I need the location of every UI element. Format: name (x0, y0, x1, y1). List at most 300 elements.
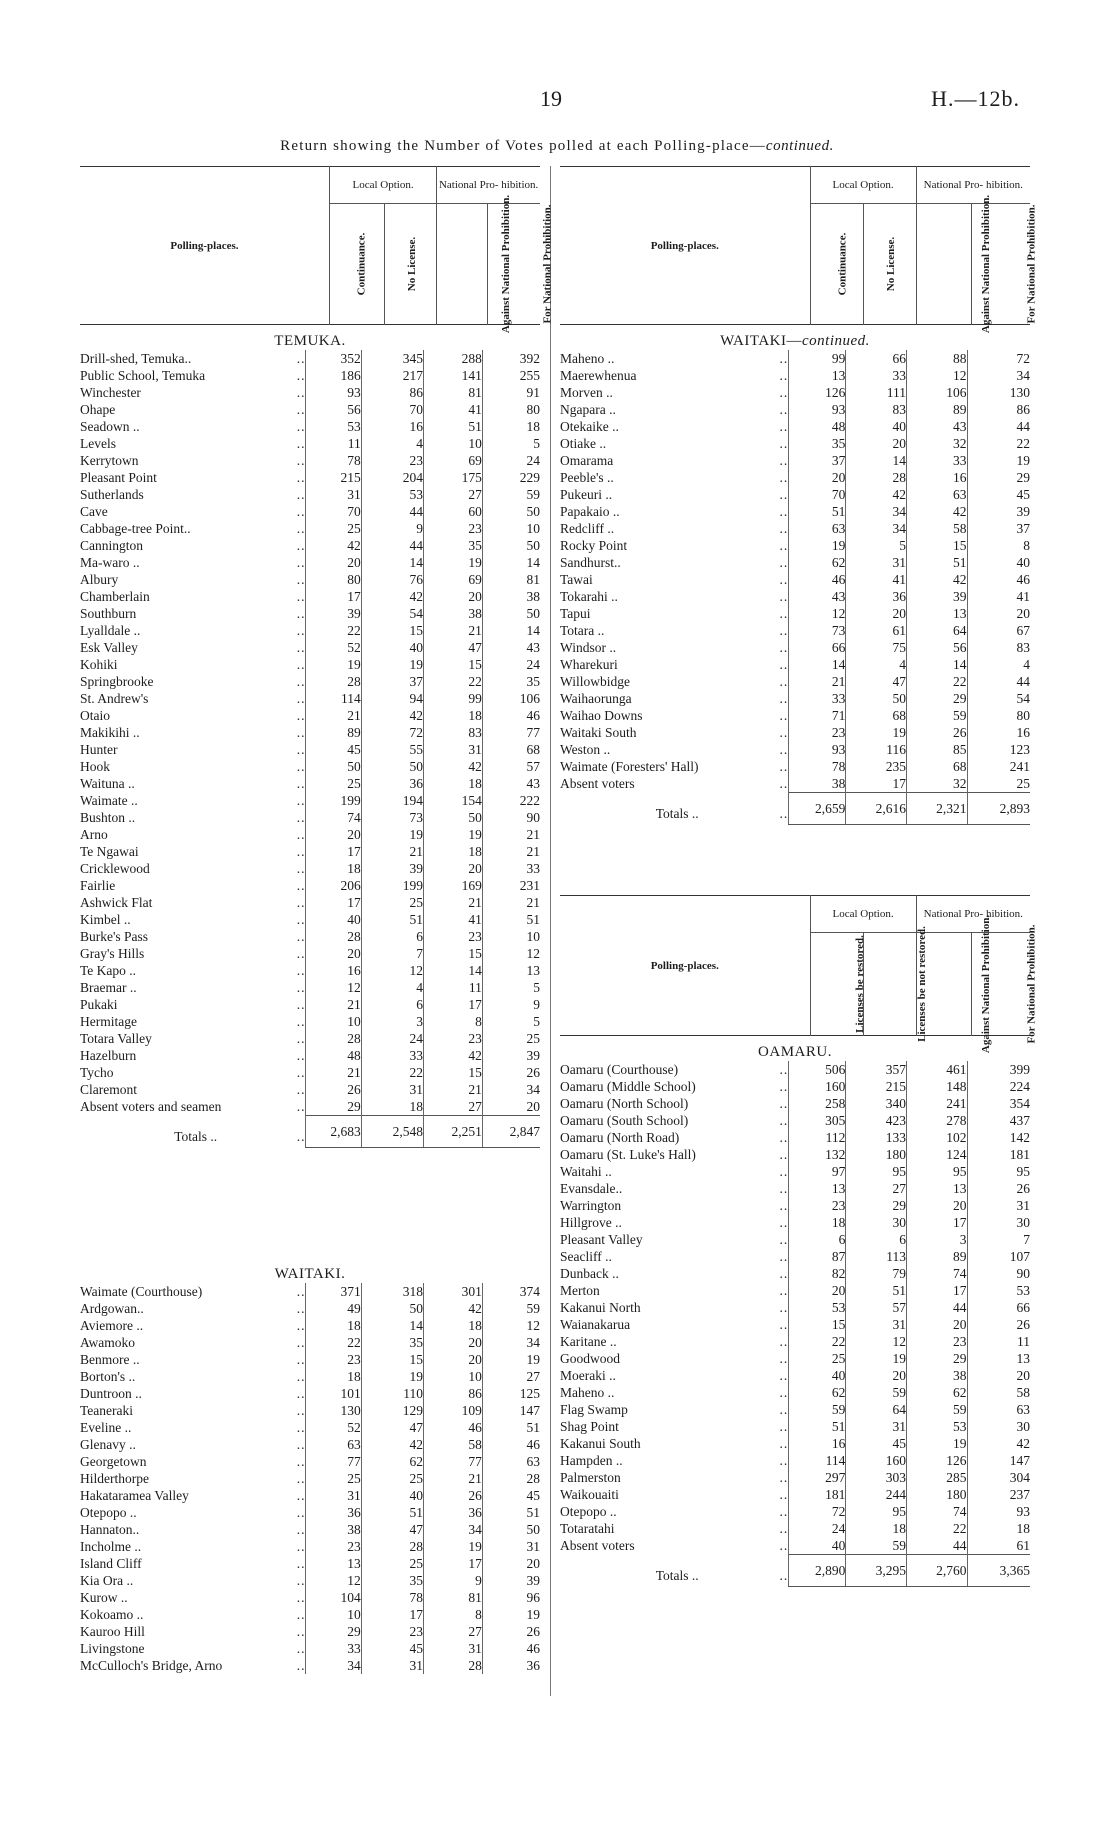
no-license-value: 12 (846, 1333, 907, 1350)
no-license-value: 28 (361, 1538, 423, 1555)
for-np-value: 13 (482, 962, 540, 979)
leader-dots: .. (779, 436, 789, 451)
no-license-value: 6 (361, 996, 423, 1013)
table-row (560, 588, 1030, 605)
polling-place-name: Tapui (560, 606, 591, 621)
polling-place-name: Incholme .. (80, 1539, 142, 1554)
polling-place-name: Hook (80, 759, 110, 774)
header-no-license: No License. (884, 236, 897, 292)
table-row (80, 656, 540, 673)
column-divider (550, 166, 552, 1696)
leader-dots: .. (779, 1096, 789, 1111)
against-np-value: 16 (906, 469, 967, 486)
against-np-value: 15 (424, 656, 483, 673)
polling-place-name: Palmerston (560, 1470, 621, 1485)
for-np-value: 374 (482, 1283, 540, 1300)
table-row (80, 435, 540, 452)
no-license-value: 4 (361, 435, 423, 452)
polling-place-name: Ohape (80, 402, 116, 417)
no-license-value: 194 (361, 792, 423, 809)
for-np-value: 37 (967, 520, 1030, 537)
table-row (560, 554, 1030, 571)
no-license-value: 31 (846, 554, 907, 571)
no-license-value: 160 (846, 1452, 907, 1469)
polling-place-name: Windsor .. (560, 640, 617, 655)
against-np-value: 50 (424, 809, 483, 826)
continuance-value: 48 (789, 418, 846, 435)
for-np-value: 16 (967, 724, 1030, 741)
against-np-value: 8 (424, 1013, 483, 1030)
against-np-value: 28 (424, 1657, 483, 1674)
for-np-value: 80 (482, 401, 540, 418)
continuance-value: 12 (306, 1572, 361, 1589)
no-license-value: 61 (846, 622, 907, 639)
for-np-value: 26 (482, 1064, 540, 1081)
for-np-value: 50 (482, 605, 540, 622)
against-np-value: 27 (424, 1623, 483, 1640)
continuance-value: 51 (789, 503, 846, 520)
against-np-value: 180 (906, 1486, 967, 1503)
against-np-value: 288 (424, 350, 483, 367)
polling-place-name: Bushton .. (80, 810, 136, 825)
for-np-value: 46 (482, 707, 540, 724)
polling-place-name: Awamoko (80, 1335, 136, 1350)
no-license-value: 345 (361, 350, 423, 367)
leader-dots: .. (779, 725, 789, 740)
leader-dots: .. (779, 1385, 789, 1400)
no-license-value: 16 (361, 418, 423, 435)
table-row (560, 639, 1030, 656)
continuance-value: 17 (306, 894, 361, 911)
leader-dots: .. (296, 1471, 306, 1486)
no-license-value: 41 (846, 571, 907, 588)
for-np-value: 130 (967, 384, 1030, 401)
leader-dots: .. (779, 1198, 789, 1213)
leader-dots: .. (779, 623, 789, 638)
against-np-value: 106 (906, 384, 967, 401)
against-np-value: 15 (424, 1064, 483, 1081)
against-np-value: 77 (424, 1453, 483, 1470)
header-polling-places: Polling-places. (170, 239, 239, 252)
continuance-value: 10 (306, 1606, 361, 1623)
no-license-value: 113 (846, 1248, 907, 1265)
leader-dots: .. (296, 1386, 306, 1401)
table-row (80, 1436, 540, 1453)
no-license-value: 215 (846, 1078, 907, 1095)
continuance-value: 181 (789, 1486, 846, 1503)
section-title-temuka: TEMUKA. (274, 333, 346, 349)
against-np-value: 20 (424, 1334, 483, 1351)
leader-dots: .. (779, 402, 789, 417)
header-against-np: Against National Prohibition. (979, 914, 992, 1054)
for-np-value: 46 (482, 1436, 540, 1453)
polling-place-name: Hakataramea Valley (80, 1488, 189, 1503)
for-np-value: 46 (967, 571, 1030, 588)
right-header (560, 166, 1038, 334)
polling-place-name: Waimate (Courthouse) (80, 1284, 203, 1299)
continuance-value: 28 (306, 928, 361, 945)
polling-place-name: McCulloch's Bridge, Arno (80, 1658, 223, 1673)
polling-place-name: Hermitage (80, 1014, 137, 1029)
continuance-value: 215 (306, 469, 361, 486)
waitaki-continued-title: WAITAKI— (720, 333, 803, 349)
leader-dots: .. (779, 1300, 789, 1315)
no-license-value: 25 (361, 1470, 423, 1487)
table-row (80, 1521, 540, 1538)
table-row (80, 1334, 540, 1351)
table-row (80, 894, 540, 911)
leader-dots: .. (296, 793, 306, 808)
leader-dots: .. (779, 1164, 789, 1179)
for-np-value: 19 (482, 1351, 540, 1368)
continuance-value: 13 (789, 1180, 846, 1197)
polling-place-name: Waimate .. (80, 793, 138, 808)
polling-place-name: Dunback .. (560, 1266, 619, 1281)
for-np-value: 38 (482, 588, 540, 605)
against-np-value: 81 (424, 384, 483, 401)
polling-place-name: Ashwick Flat (80, 895, 153, 910)
table-row (560, 384, 1030, 401)
against-np-value: 43 (906, 418, 967, 435)
table-row (560, 520, 1030, 537)
against-np-value: 23 (906, 1333, 967, 1350)
totals-label: Totals .. (174, 1129, 218, 1144)
no-license-value: 51 (361, 1504, 423, 1521)
leader-dots: .. (296, 385, 306, 400)
polling-place-name: Cave (80, 504, 108, 519)
table-row (80, 1064, 540, 1081)
continuance-value: 49 (306, 1300, 361, 1317)
leader-dots: .. (296, 1082, 306, 1097)
continuance-value: 77 (306, 1453, 361, 1470)
continuance-value: 82 (789, 1265, 846, 1282)
for-np-value: 50 (482, 537, 540, 554)
continuance-value: 51 (789, 1418, 846, 1435)
for-np-value: 229 (482, 469, 540, 486)
table-row (560, 1180, 1030, 1197)
for-np-value: 67 (967, 622, 1030, 639)
leader-dots: .. (296, 1556, 306, 1571)
header-polling-places: Polling-places. (650, 239, 719, 252)
leader-dots: .. (296, 538, 306, 553)
against-np-value: 19 (906, 1435, 967, 1452)
no-license-value: 36 (846, 588, 907, 605)
table-row (80, 401, 540, 418)
no-license-value: 110 (361, 1385, 423, 1402)
table-row (80, 469, 540, 486)
no-license-value: 204 (361, 469, 423, 486)
against-np-value: 29 (906, 690, 967, 707)
no-license-value: 17 (846, 775, 907, 793)
polling-place-name: Southburn (80, 606, 137, 621)
table-row (560, 1061, 1030, 1078)
for-np-value: 59 (482, 486, 540, 503)
for-np-value: 21 (482, 826, 540, 843)
table-row (80, 1606, 540, 1623)
leader-dots: .. (779, 1470, 789, 1485)
for-np-value: 24 (482, 452, 540, 469)
table-row (80, 486, 540, 503)
table-row (560, 1486, 1030, 1503)
against-np-value: 169 (424, 877, 483, 894)
leader-dots: .. (296, 912, 306, 927)
no-license-value: 47 (361, 1419, 423, 1436)
table-row (560, 1214, 1030, 1231)
polling-place-name: Totara .. (560, 623, 605, 638)
leader-dots: .. (779, 657, 789, 672)
table-row (80, 809, 540, 826)
for-np-value: 66 (967, 1299, 1030, 1316)
no-license-value: 40 (846, 418, 907, 435)
no-license-value: 17 (361, 1606, 423, 1623)
leader-dots: .. (296, 827, 306, 842)
header-for-np: For National Prohibition. (541, 204, 554, 324)
table-row (560, 775, 1030, 793)
continuance-value: 114 (306, 690, 361, 707)
for-np-value: 34 (967, 367, 1030, 384)
continuance-value: 206 (306, 877, 361, 894)
leader-dots: .. (779, 1113, 789, 1128)
no-license-value: 7 (361, 945, 423, 962)
table-row (80, 758, 540, 775)
title-main: Return showing the Number of Votes polled at each Polling-place— (280, 138, 766, 154)
leader-dots: .. (779, 1215, 789, 1230)
polling-place-name: Warrington (560, 1198, 622, 1213)
for-np-value: 44 (967, 418, 1030, 435)
against-np-value: 14 (906, 656, 967, 673)
for-np-value: 43 (482, 639, 540, 656)
leader-dots: .. (779, 419, 789, 434)
for-np-value: 107 (967, 1248, 1030, 1265)
for-np-value: 25 (967, 775, 1030, 793)
leader-dots: .. (296, 555, 306, 570)
polling-place-name: Hazelburn (80, 1048, 137, 1063)
leader-dots: .. (296, 640, 306, 655)
leader-dots: .. (296, 1284, 306, 1299)
continuance-value: 87 (789, 1248, 846, 1265)
leader-dots: .. (296, 980, 306, 995)
against-np-value: 85 (906, 741, 967, 758)
polling-place-name: Borton's .. (80, 1369, 136, 1384)
continuance-value: 28 (306, 1030, 361, 1047)
header-local-option: Local Option. (810, 167, 916, 204)
table-row (80, 1283, 540, 1300)
against-np-value: 41 (424, 401, 483, 418)
leader-dots: .. (296, 1573, 306, 1588)
leader-dots: .. (296, 1539, 306, 1554)
polling-place-name: Springbrooke (80, 674, 154, 689)
for-np-value: 51 (482, 1419, 540, 1436)
continuance-value: 186 (306, 367, 361, 384)
table-row (560, 537, 1030, 554)
polling-place-name: Lyalldale .. (80, 623, 141, 638)
table-row (80, 962, 540, 979)
left-column (80, 166, 554, 1674)
total-continuance: 2,659 (789, 793, 846, 825)
continuance-value: 104 (306, 1589, 361, 1606)
leader-dots: .. (296, 1658, 306, 1673)
polling-place-name: Arno (80, 827, 108, 842)
polling-place-name: Ardgowan.. (80, 1301, 144, 1316)
against-np-value: 39 (906, 588, 967, 605)
table-row (560, 469, 1030, 486)
table-row (80, 1504, 540, 1521)
leader-dots: .. (296, 487, 306, 502)
polling-place-name: Seacliff .. (560, 1249, 612, 1264)
against-np-value: 42 (424, 758, 483, 775)
against-np-value: 51 (906, 554, 967, 571)
for-np-value: 46 (482, 1640, 540, 1657)
table-row (560, 435, 1030, 452)
table-row (80, 724, 540, 741)
for-np-value: 125 (482, 1385, 540, 1402)
table-row (80, 1385, 540, 1402)
against-np-value: 22 (906, 673, 967, 690)
for-np-value: 36 (482, 1657, 540, 1674)
polling-place-name: Weston .. (560, 742, 611, 757)
polling-place-name: Pleasant Valley (560, 1232, 643, 1247)
leader-dots: .. (296, 589, 306, 604)
header-continuance: Continuance. (835, 232, 848, 296)
against-np-value: 20 (424, 860, 483, 877)
leader-dots: .. (296, 861, 306, 876)
no-license-value: 23 (361, 452, 423, 469)
for-np-value: 20 (482, 1098, 540, 1116)
continuance-value: 53 (306, 418, 361, 435)
polling-place-name: Hannaton.. (80, 1522, 140, 1537)
polling-place-name: Chamberlain (80, 589, 150, 604)
against-np-value: 41 (424, 911, 483, 928)
table-row (80, 826, 540, 843)
no-license-value: 27 (846, 1180, 907, 1197)
page-number: 19 (540, 86, 562, 111)
continuance-value: 20 (789, 469, 846, 486)
no-license-value: 12 (361, 962, 423, 979)
continuance-value: 25 (306, 1470, 361, 1487)
continuance-value: 20 (789, 1282, 846, 1299)
for-np-value: 40 (967, 554, 1030, 571)
no-license-value: 64 (846, 1401, 907, 1418)
polling-place-name: Waihaorunga (560, 691, 632, 706)
header-local-option: Local Option. (810, 896, 916, 933)
polling-place-name: Kakanui North (560, 1300, 641, 1315)
no-license-value: 423 (846, 1112, 907, 1129)
no-license-value: 40 (361, 639, 423, 656)
for-np-value: 354 (967, 1095, 1030, 1112)
leader-dots: .. (779, 1062, 789, 1077)
leader-dots: .. (296, 521, 306, 536)
polling-place-name: Burke's Pass (80, 929, 149, 944)
no-license-value: 57 (846, 1299, 907, 1316)
table-row (80, 1300, 540, 1317)
table-row (80, 622, 540, 639)
continuance-value: 66 (789, 639, 846, 656)
polling-place-name: Oamaru (North School) (560, 1096, 689, 1111)
continuance-value: 93 (789, 741, 846, 758)
table-row (80, 843, 540, 860)
against-np-value: 74 (906, 1503, 967, 1520)
against-np-value: 10 (424, 1368, 483, 1385)
table-row (560, 1384, 1030, 1401)
for-np-value: 45 (967, 486, 1030, 503)
polling-place-name: Moeraki .. (560, 1368, 616, 1383)
for-np-value: 10 (482, 928, 540, 945)
for-np-value: 21 (482, 894, 540, 911)
table-row (80, 945, 540, 962)
for-np-value: 12 (482, 1317, 540, 1334)
continuance-value: 18 (306, 860, 361, 877)
against-np-value: 34 (424, 1521, 483, 1538)
polling-place-name: Absent voters (560, 776, 635, 792)
against-np-value: 19 (424, 1538, 483, 1555)
continuance-value: 31 (306, 486, 361, 503)
polling-place-name: Waihao Downs (560, 708, 643, 723)
for-np-value: 20 (482, 1555, 540, 1572)
against-np-value: 8 (424, 1606, 483, 1623)
for-np-value: 25 (482, 1030, 540, 1047)
table-row (80, 1453, 540, 1470)
page-title (0, 138, 1114, 155)
no-license-value: 86 (361, 384, 423, 401)
table-row (560, 1367, 1030, 1384)
for-np-value: 42 (967, 1435, 1030, 1452)
table-row (80, 996, 540, 1013)
continuance-value: 10 (306, 1013, 361, 1030)
no-license-value: 24 (361, 1030, 423, 1047)
for-np-value: 241 (967, 758, 1030, 775)
against-np-value: 9 (424, 1572, 483, 1589)
continuance-value: 12 (306, 979, 361, 996)
leader-dots: .. (779, 708, 789, 723)
table-row (560, 1231, 1030, 1248)
continuance-value: 132 (789, 1146, 846, 1163)
leader-dots: .. (779, 521, 789, 536)
leader-dots: .. (779, 1538, 789, 1554)
continuance-value: 62 (789, 554, 846, 571)
against-np-value: 89 (906, 1248, 967, 1265)
leader-dots: .. (779, 368, 789, 383)
for-np-value: 231 (482, 877, 540, 894)
for-np-value: 44 (967, 673, 1030, 690)
header-continuance: Continuance. (355, 232, 368, 296)
no-license-value: 42 (361, 707, 423, 724)
for-np-value: 86 (967, 401, 1030, 418)
against-np-value: 59 (906, 707, 967, 724)
polling-place-name: Evansdale.. (560, 1181, 623, 1196)
continuance-value: 40 (789, 1367, 846, 1384)
leader-dots: .. (779, 1147, 789, 1162)
no-license-value: 35 (361, 1334, 423, 1351)
against-np-value: 18 (424, 775, 483, 792)
for-np-value: 123 (967, 741, 1030, 758)
table-row (80, 1351, 540, 1368)
table-row (80, 605, 540, 622)
polling-place-name: Waitahi .. (560, 1164, 612, 1179)
no-license-value: 51 (846, 1282, 907, 1299)
right-column (560, 166, 1038, 1587)
totals-row (560, 793, 1030, 825)
polling-place-name: Tawai (560, 572, 593, 587)
no-license-value: 25 (361, 894, 423, 911)
against-np-value: 17 (906, 1282, 967, 1299)
table-row (80, 707, 540, 724)
continuance-value: 130 (306, 1402, 361, 1419)
polling-place-name: Morven .. (560, 385, 613, 400)
table-row (560, 605, 1030, 622)
continuance-value: 29 (306, 1098, 361, 1116)
against-np-value: 63 (906, 486, 967, 503)
for-np-value: 30 (967, 1418, 1030, 1435)
